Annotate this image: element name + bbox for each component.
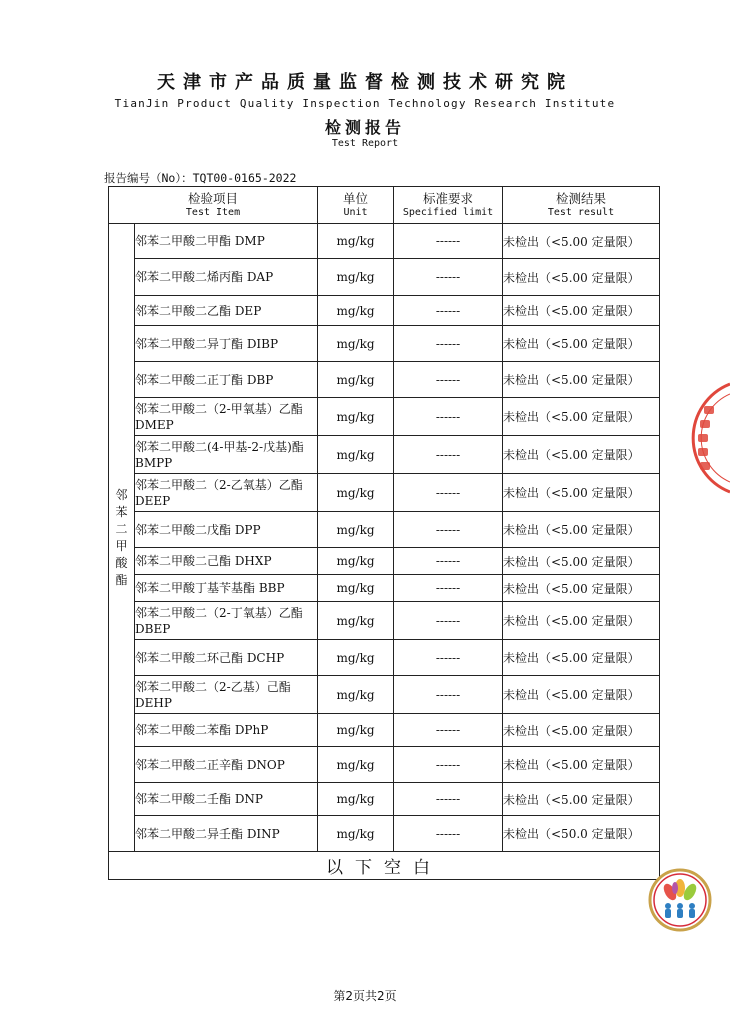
specified-limit-cell: ------ [394,640,503,676]
test-item-cell: 邻苯二甲酸二（2-丁氧基）乙酯 DBEP [135,602,318,640]
header-unit-en: Unit [343,207,368,218]
test-result-cell: 未检出（<5.00 定量限） [503,640,660,676]
header-result-en: Test result [547,207,615,218]
test-item-cell: 邻苯二甲酸二戊酯 DPP [135,512,318,548]
specified-limit-cell: ------ [394,575,503,602]
test-result-cell: 未检出（<50.0 定量限） [503,816,660,852]
unit-cell: mg/kg [318,436,394,474]
test-item-cell: 邻苯二甲酸二正丁酯 DBP [135,362,318,398]
category-cell [109,224,135,852]
unit-cell: mg/kg [318,548,394,575]
org-title-cn: 天津市产品质量监督检测技术研究院 [157,72,573,93]
specified-limit-cell: ------ [394,259,503,296]
unit-cell: mg/kg [318,676,394,714]
org-title-en: TianJin Product Quality Inspection Technology Research Institute [114,97,616,110]
specified-limit-cell: ------ [394,398,503,436]
specified-limit-cell: ------ [394,326,503,362]
header-specified-limit [394,187,503,224]
header-test-item [109,187,318,224]
header-result-cn: 检测结果 [555,191,606,206]
specified-limit-cell: ------ [394,783,503,816]
test-item-cell: 邻苯二甲酸二（2-乙基）己酯 DEHP [135,676,318,714]
test-result-cell: 未检出（<5.00 定量限） [503,362,660,398]
report-number: 报告编号（No）：TQT00-0165-2022 [104,171,297,185]
certification-logo [648,868,712,932]
unit-cell: mg/kg [318,362,394,398]
specified-limit-cell: ------ [394,714,503,747]
table-header-row [109,187,660,224]
table-row [109,640,660,676]
test-result-cell: 未检出（<5.00 定量限） [503,676,660,714]
specified-limit-cell: ------ [394,224,503,259]
unit-cell: mg/kg [318,747,394,783]
red-seal-stamp [690,378,730,498]
test-item-cell: 邻苯二甲酸丁基苄基酯 BBP [135,575,318,602]
test-result-cell: 未检出（<5.00 定量限） [503,548,660,575]
specified-limit-cell: ------ [394,676,503,714]
specified-limit-cell: ------ [394,548,503,575]
unit-cell: mg/kg [318,512,394,548]
unit-cell: mg/kg [318,602,394,640]
unit-cell: mg/kg [318,326,394,362]
test-result-cell: 未检出（<5.00 定量限） [503,783,660,816]
blank-notice: 以下空白 [109,852,660,880]
specified-limit-cell: ------ [394,747,503,783]
unit-cell: mg/kg [318,224,394,259]
table-row [109,602,660,640]
test-item-cell: 邻苯二甲酸二烯丙酯 DAP [135,259,318,296]
header-item-cn: 检验项目 [187,191,238,206]
table-row [109,259,660,296]
table-row [109,296,660,326]
test-item-cell: 邻苯二甲酸二（2-乙氧基）乙酯 DEEP [135,474,318,512]
table-row [109,398,660,436]
table-row [109,436,660,474]
test-result-cell: 未检出（<5.00 定量限） [503,474,660,512]
test-result-cell: 未检出（<5.00 定量限） [503,326,660,362]
specified-limit-cell: ------ [394,362,503,398]
unit-cell: mg/kg [318,783,394,816]
table-row [109,783,660,816]
unit-cell: mg/kg [318,714,394,747]
unit-cell: mg/kg [318,575,394,602]
table-row [109,224,660,259]
header-limit-cn: 标准要求 [422,191,473,206]
table-row [109,575,660,602]
specified-limit-cell: ------ [394,436,503,474]
category-label: 邻苯二甲酸酯 [115,487,128,587]
report-title-cn: 检测报告 [324,118,405,137]
unit-cell: mg/kg [318,296,394,326]
unit-cell: mg/kg [318,816,394,852]
test-result-cell: 未检出（<5.00 定量限） [503,436,660,474]
test-item-cell: 邻苯二甲酸二(4-甲基-2-戊基)酯 BMPP [135,436,318,474]
test-result-cell: 未检出（<5.00 定量限） [503,296,660,326]
test-item-cell: 邻苯二甲酸二（2-甲氧基）乙酯 DMEP [135,398,318,436]
test-results-table [108,186,660,880]
header-item-en: Test Item [185,207,241,218]
header-test-result [503,187,660,224]
table-row [109,326,660,362]
specified-limit-cell: ------ [394,296,503,326]
page-number: 第2页共2页 [333,989,397,1003]
header-limit-en: Specified limit [402,207,494,218]
test-result-cell: 未检出（<5.00 定量限） [503,575,660,602]
test-item-cell: 邻苯二甲酸二异丁酯 DIBP [135,326,318,362]
test-result-cell: 未检出（<5.00 定量限） [503,747,660,783]
test-item-cell: 邻苯二甲酸二苯酯 DPhP [135,714,318,747]
table-row [109,512,660,548]
test-item-cell: 邻苯二甲酸二壬酯 DNP [135,783,318,816]
specified-limit-cell: ------ [394,816,503,852]
table-row [109,362,660,398]
table-row [109,474,660,512]
blank-notice-row [109,852,660,880]
test-item-cell: 邻苯二甲酸二异壬酯 DINP [135,816,318,852]
test-item-cell: 邻苯二甲酸二环己酯 DCHP [135,640,318,676]
test-item-cell: 邻苯二甲酸二甲酯 DMP [135,224,318,259]
unit-cell: mg/kg [318,640,394,676]
test-result-cell: 未检出（<5.00 定量限） [503,602,660,640]
unit-cell: mg/kg [318,474,394,512]
table-row [109,714,660,747]
header-unit-cn: 单位 [342,191,368,206]
results-body [109,224,660,880]
test-result-cell: 未检出（<5.00 定量限） [503,714,660,747]
specified-limit-cell: ------ [394,512,503,548]
unit-cell: mg/kg [318,398,394,436]
unit-cell: mg/kg [318,259,394,296]
table-row [109,548,660,575]
table-row [109,676,660,714]
test-item-cell: 邻苯二甲酸二正辛酯 DNOP [135,747,318,783]
table-row [109,816,660,852]
header-unit [318,187,394,224]
report-title-en: Test Report [331,138,399,149]
test-item-cell: 邻苯二甲酸二己酯 DHXP [135,548,318,575]
test-result-cell: 未检出（<5.00 定量限） [503,512,660,548]
test-result-cell: 未检出（<5.00 定量限） [503,259,660,296]
table-row [109,747,660,783]
specified-limit-cell: ------ [394,474,503,512]
test-result-cell: 未检出（<5.00 定量限） [503,224,660,259]
test-item-cell: 邻苯二甲酸二乙酯 DEP [135,296,318,326]
specified-limit-cell: ------ [394,602,503,640]
test-result-cell: 未检出（<5.00 定量限） [503,398,660,436]
